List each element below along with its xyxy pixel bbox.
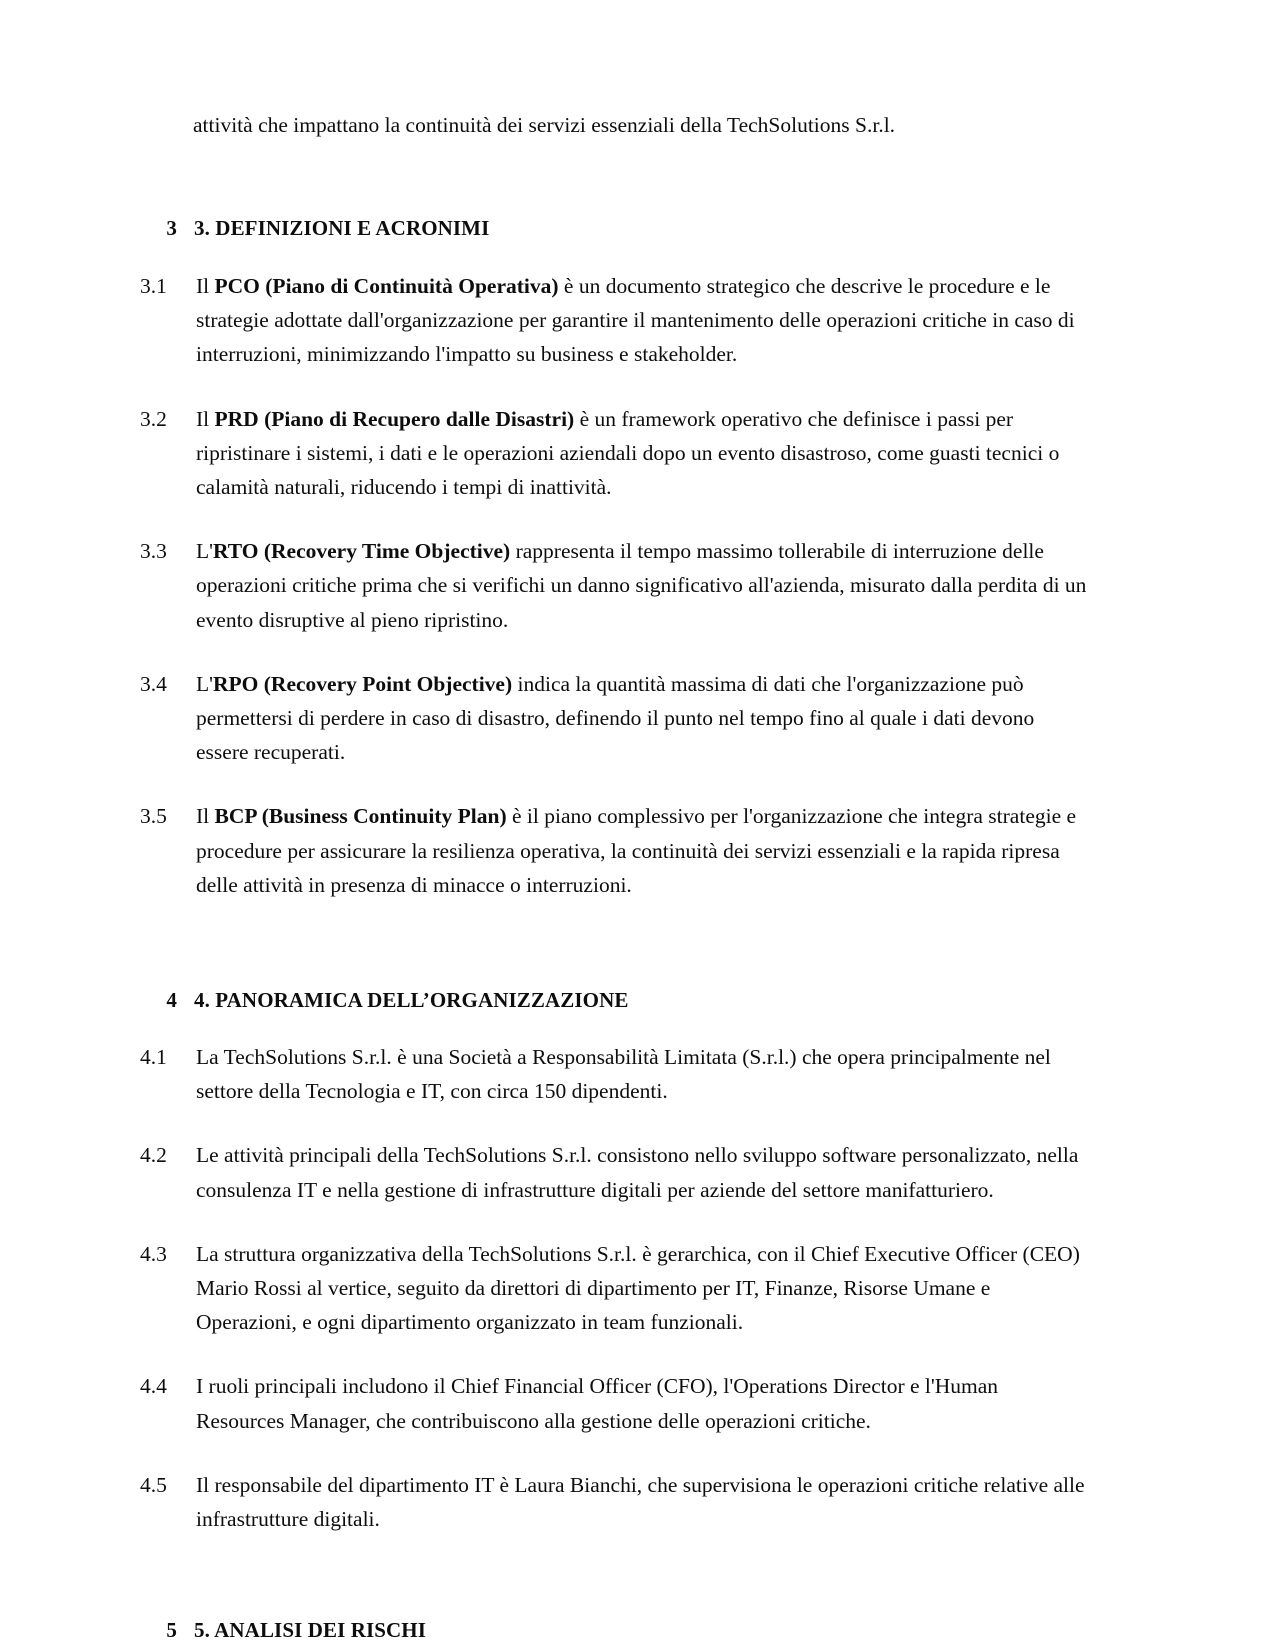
clause-text	[196, 534, 1090, 637]
clause-text: Il responsabile del dipartimento IT è Laura Bianchi, che supervisiona le operazioni critiche relative alle infrastrutture digitali.	[196, 1472, 1085, 1532]
section-heading-5	[140, 1618, 1090, 1643]
clause-rest: indica la quantità massima di dati che l'organizzazione può permettersi di perdere in caso di disastro, definendo il punto nel tempo fino al quale i dati devono essere recuperati.	[196, 671, 1035, 765]
spacer	[140, 769, 1090, 799]
clause-rest: è un documento strategico che descrive le procedure e le strategie adottate dall'organizzazione per garantire il mantenimento delle operazioni critiche in caso di interruzioni, minimizzando l'impatto su business e stakeholder.	[196, 274, 1075, 367]
section-number-5: 5	[166, 1618, 177, 1643]
clause-4-2	[140, 1138, 1090, 1206]
clause-number: 4.2	[140, 1143, 167, 1168]
section-title-5: 5. ANALISI DEI RISCHI	[194, 1618, 427, 1643]
clause-text: I ruoli principali includono il Chief Financial Officer (CFO), l'Operations Director e l'Human Resources Manager, che contribuiscono alla gestione delle operazioni critiche.	[196, 1374, 999, 1433]
clause-number: 4.4	[140, 1374, 167, 1399]
spacer	[140, 1013, 1090, 1040]
clause-number: 3.5	[140, 804, 167, 829]
clause-text	[196, 667, 1090, 770]
section-heading-3	[140, 216, 1090, 241]
spacer	[140, 902, 1090, 988]
clause-number: 3.2	[140, 406, 167, 431]
spacer	[140, 637, 1090, 667]
spacer	[140, 241, 1090, 269]
clause-4-4	[140, 1369, 1090, 1437]
spacer	[140, 1108, 1090, 1138]
section-title-3: 3. DEFINIZIONI E ACRONIMI	[194, 216, 490, 240]
clause-text: La TechSolutions S.r.l. è una Società a Responsabilità Limitata (S.r.l.) che opera principalmente nel settore della Tecnologia e IT, con circa 150 dipendenti.	[196, 1045, 1051, 1104]
clause-text	[196, 402, 1090, 505]
clause-lead: L'	[196, 671, 214, 696]
clause-term: BCP (Business Continuity Plan)	[214, 804, 507, 829]
clause-rest: è un framework operativo che definisce i passi per ripristinare i sistemi, i dati e le operazioni aziendali dopo un evento disastroso, come guasti tecnici o calamità naturali, riducendo i tempi di inattività.	[196, 406, 1060, 500]
clause-text: Le attività principali della TechSolutions S.r.l. consistono nello sviluppo software personalizzato, nella consulenza IT e nella gestione di infrastrutture digitali per aziende del settore manifatturiero.	[196, 1143, 1079, 1202]
section-title-4: 4. PANORAMICA DELL’ORGANIZZAZIONE	[194, 988, 629, 1013]
section-heading-4	[140, 988, 1090, 1013]
section-number-3: 3	[166, 216, 177, 240]
spacer	[140, 504, 1090, 534]
spacer	[140, 1207, 1090, 1237]
clause-4-3	[140, 1237, 1090, 1340]
clause-number: 4.3	[140, 1241, 167, 1266]
clause-term: RTO (Recovery Time Objective)	[213, 539, 511, 564]
clause-term: PCO (Piano di Continuità Operativa)	[214, 274, 559, 298]
spacer	[140, 372, 1090, 402]
clause-text	[196, 269, 1090, 372]
clause-rest: rappresenta il tempo massimo tollerabile di interruzione delle operazioni critiche prima che si verifichi un danno significativo all'azienda, misurato dalla perdita di un evento disruptive al pieno ripristino.	[196, 539, 1087, 632]
clause-4-5	[140, 1468, 1090, 1536]
clause-lead: L'	[196, 539, 214, 564]
clause-number: 4.5	[140, 1472, 167, 1497]
clause-lead: Il	[196, 406, 215, 431]
clause-number: 3.4	[140, 671, 167, 696]
clause-number: 4.1	[140, 1045, 167, 1070]
continuation-paragraph: attività che impattano la continuità dei servizi essenziali della TechSolutions S.r.l.	[193, 113, 896, 137]
clause-lead: Il	[196, 804, 215, 829]
clause-3-3	[140, 534, 1090, 637]
clause-4-1	[140, 1040, 1090, 1108]
clause-text: La struttura organizzativa della TechSolutions S.r.l. è gerarchica, con il Chief Executive Officer (CEO) Mario Rossi al vertice, seguito da direttori di dipartimento per IT, Finanze, Risorse Umane e Operazioni, e ogni dipartimento organizzato in team funzionali.	[196, 1241, 1080, 1335]
clause-3-2	[140, 402, 1090, 505]
spacer	[140, 1438, 1090, 1468]
clause-3-1	[140, 269, 1090, 372]
spacer	[140, 1339, 1090, 1369]
clause-term: RPO (Recovery Point Objective)	[213, 671, 513, 696]
clause-lead: Il	[196, 274, 215, 298]
clause-3-4	[140, 667, 1090, 770]
clause-term: PRD (Piano di Recupero dalle Disastri)	[214, 406, 575, 431]
clause-text	[196, 799, 1090, 902]
spacer	[140, 1536, 1090, 1618]
clause-number: 3.1	[140, 274, 167, 298]
clause-rest: è il piano complessivo per l'organizzazione che integra strategie e procedure per assicurare la resilienza operativa, la continuità dei servizi essenziali e la rapida ripresa delle attività in presenza di minacce o interruzioni.	[196, 804, 1077, 897]
clause-3-5	[140, 799, 1090, 902]
clause-number: 3.3	[140, 539, 167, 564]
section-number-4: 4	[166, 988, 177, 1013]
